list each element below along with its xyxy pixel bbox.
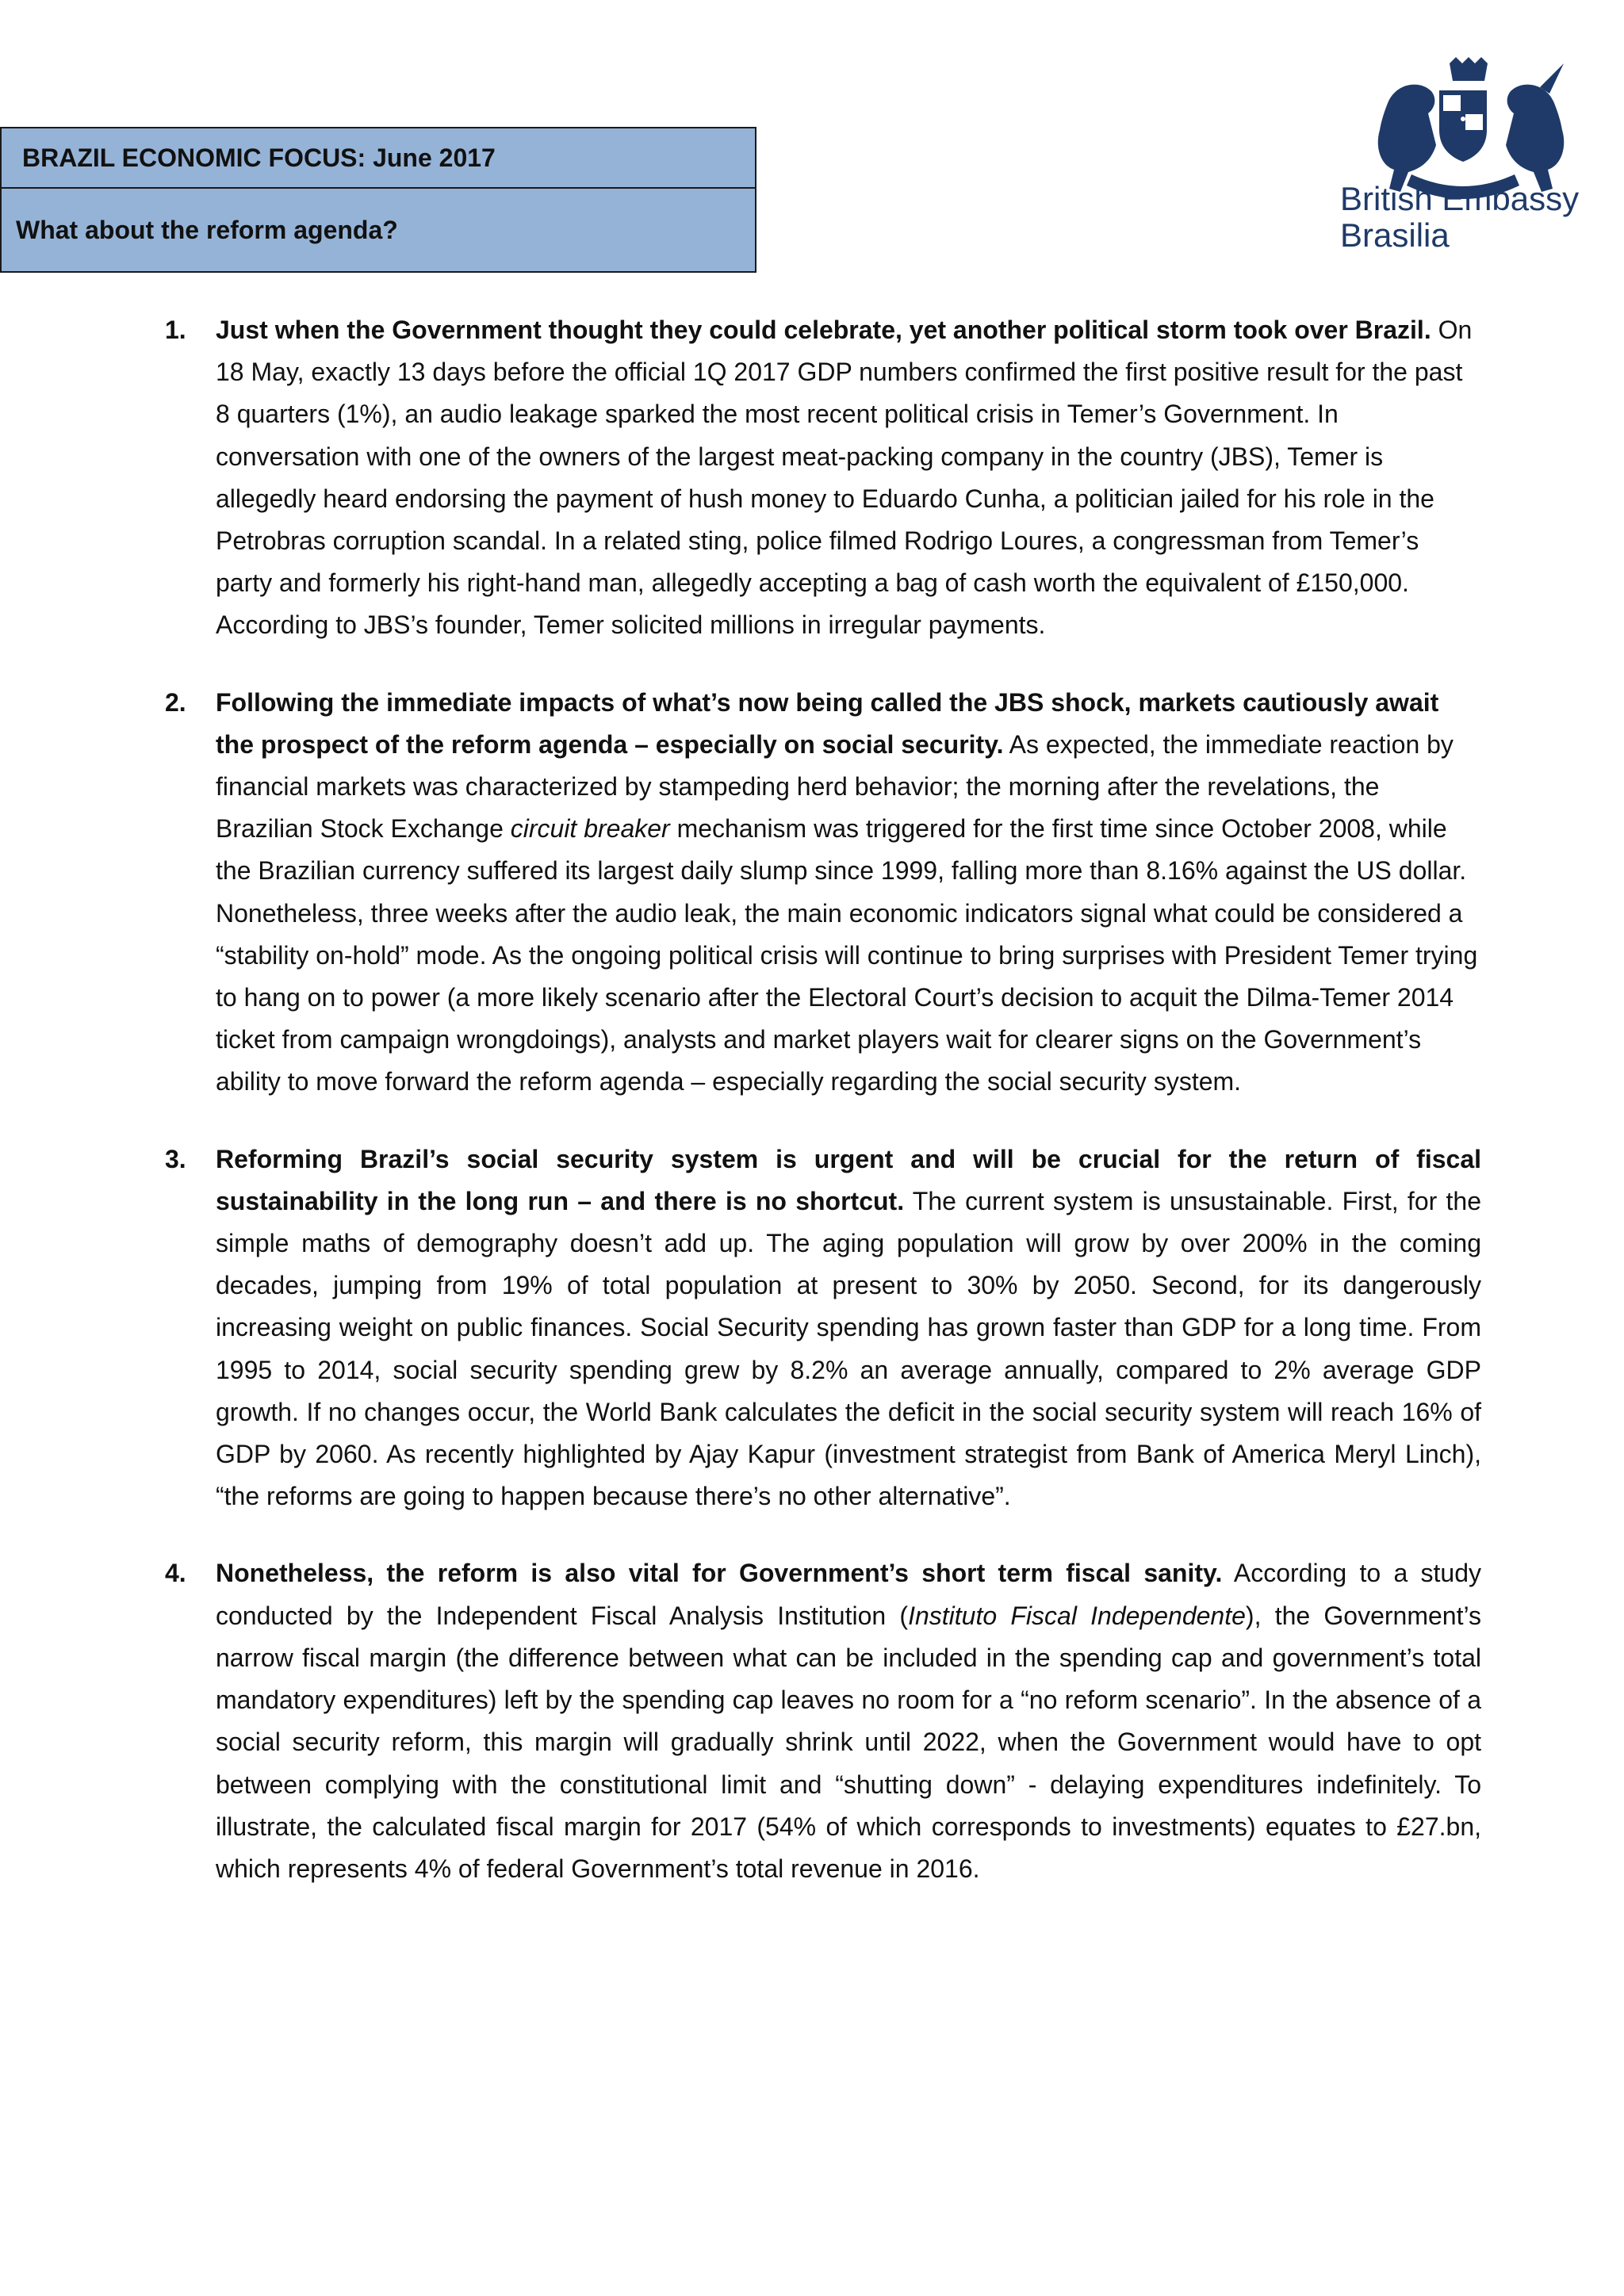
report-title xyxy=(0,127,756,189)
list-item xyxy=(159,1552,1481,1890)
item-emphasis: circuit breaker xyxy=(510,814,670,844)
item-emphasis: Instituto Fiscal Independente xyxy=(908,1601,1246,1630)
item-body: On 18 May, exactly 13 days before the official 1Q 2017 GDP numbers confirmed the first positive result for the past 8 quarters (1%), an audio leakage sparked the most recent political crisis in Temer’s Government. In conversation with one of the owners of the largest meat-packing company in the country (JBS), Temer is allegedly heard endorsing the payment of hush money to Eduardo Cunha, a politician jailed for his role in the Petrobras corruption scandal. In a related sting, police filmed Rodrigo Loures, a congressman from Temer’s party and formerly his right-hand man, allegedly accepting a bag of cash worth the equivalent of £150,000. According to JBS’s founder, Temer solicited millions in irregular payments. xyxy=(216,316,1473,640)
item-lead: Just when the Government thought they could celebrate, yet another political storm took over Brazil. xyxy=(216,316,1431,344)
item-body-cont: ), the Government’s narrow fiscal margin (the difference between what can be included in the spending cap and government’s total mandatory expenditures) left by the spending cap leaves no room for a “no reform scenario”. In the absence of a social security reform, this margin will gradually shrink until 2022, when the Government would have to opt between complying with the constitutional limit and “shutting down” - delaying expenditures indefinitely. To illustrate, the calculated fiscal margin for 2017 (54% of which corresponds to investments) equates to £27.bn, which represents 4% of federal Government’s total revenue in 2016. xyxy=(216,1601,1482,1883)
item-body-cont: mechanism was triggered for the first time since October 2008, while the Brazilian currency suffered its largest daily slump since 1999, falling more than 8.16% against the US dollar. Nonetheless, three weeks after the audio leak, the main economic indicators signal what could be considered a “stability on-hold” mode. As the ongoing political crisis will continue to bring surprises with President Temer trying to hang on to power (a more likely scenario after the Electoral Court’s decision to acquit the Dilma-Temer 2014 ticket from campaign wrongdoings), analysts and market players wait for clearer signs on the Government’s ability to move forward the reform agenda – especially regarding the social security system. xyxy=(216,814,1478,1096)
item-body: According to a study conducted by the Independent Fiscal Analysis Institution ( xyxy=(216,1559,1482,1630)
document-body xyxy=(159,309,1481,1925)
list-item xyxy=(159,309,1481,647)
item-number: 3. xyxy=(165,1144,186,1173)
item-body: As expected, the immediate reaction by financial markets was characterized by stampeding herd behavior; the morning after the revelations, the Brazilian Stock Exchange xyxy=(216,729,1454,844)
item-lead: Reforming Brazil’s social security system is urgent and will be crucial for the return of fiscal sustainability in the long run – and there is no shortcut. xyxy=(216,1144,1481,1215)
item-lead: Nonetheless, the reform is also vital for Government’s short term fiscal sanity. xyxy=(216,1559,1223,1588)
item-number: 2. xyxy=(165,687,186,717)
item-body: The current system is unsustainable. First, for the simple maths of demography doesn’t add up. The aging population will grow by over 200% in the coming decades, jumping from 19% of total population at present to 30% by 2050. Second, for its dangerously increasing weight on public finances. Social Security spending has grown faster than GDP for a long time. From 1995 to 2014, social security spending grew by 8.2% an average annually, compared to 2% average GDP growth. If no changes occur, the World Bank calculates the deficit in the social security system will reach 16% of GDP by 2060. As recently highlighted by Ajay Kapur (investment strategist from Bank of America Meryl Linch), “the reforms are going to happen because there’s no other alternative”. xyxy=(216,1186,1482,1511)
item-number: 1. xyxy=(165,316,186,344)
report-subtitle-text: What about the reform agenda? xyxy=(16,215,398,244)
embassy-name: British Embassy xyxy=(1340,180,1580,217)
list-item xyxy=(159,682,1481,1104)
embassy-logo-text xyxy=(1340,181,1579,254)
embassy-city: Brasilia xyxy=(1340,216,1450,254)
item-lead: Following the immediate impacts of what’s now being called the JBS shock, markets cautiously await the prospect of the reform agenda – especially on social security. xyxy=(216,687,1439,759)
list-item xyxy=(159,1138,1481,1518)
report-subtitle xyxy=(0,187,756,273)
report-title-text: BRAZIL ECONOMIC FOCUS: June 2017 xyxy=(22,143,496,172)
item-number: 4. xyxy=(165,1559,186,1588)
